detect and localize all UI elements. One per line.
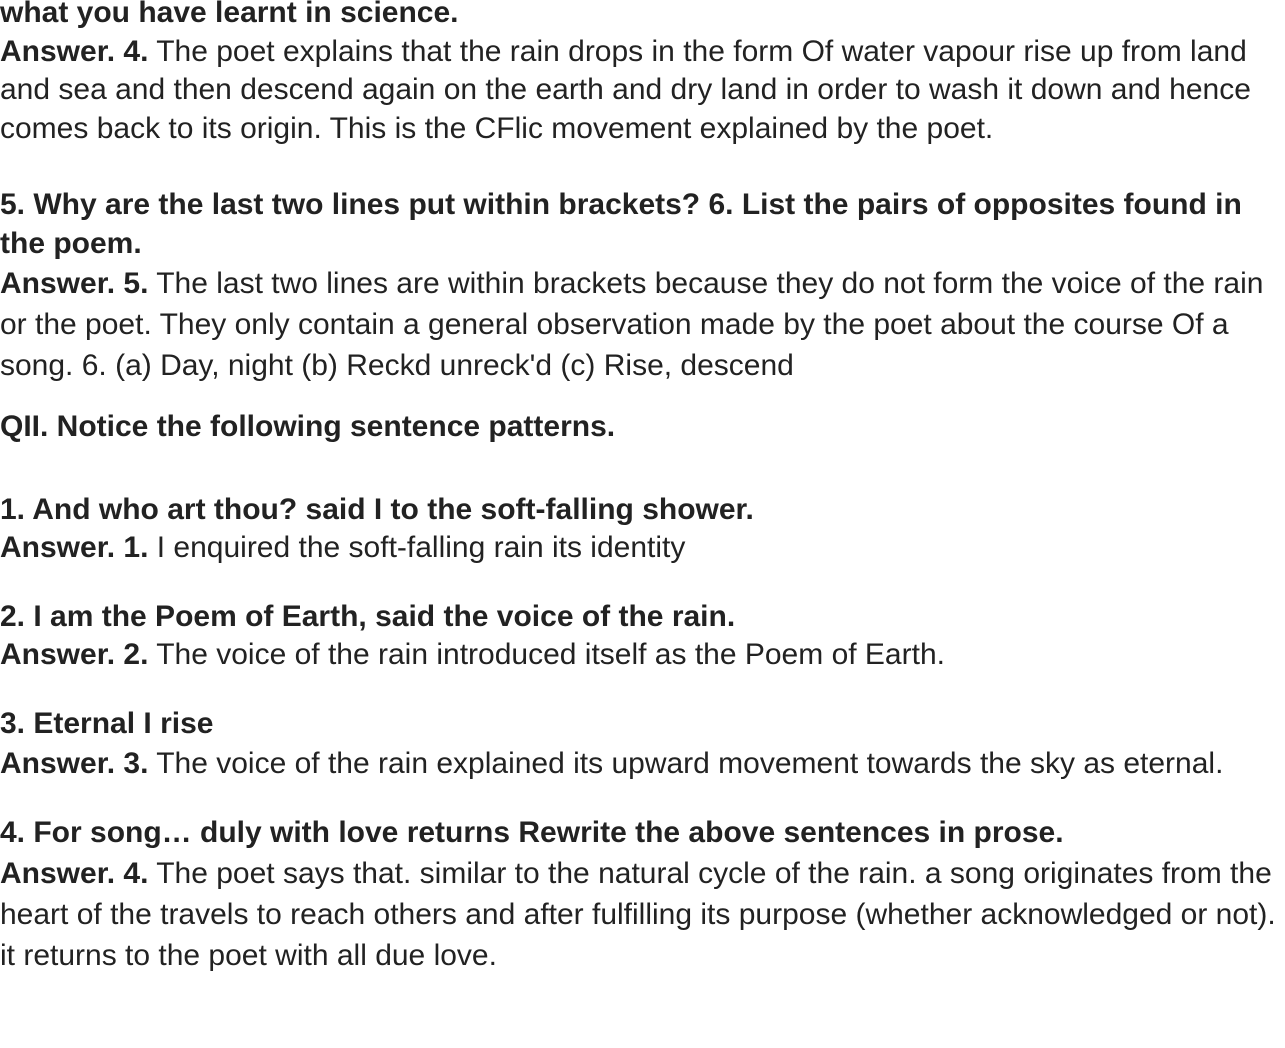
answer-paragraph xyxy=(0,743,1283,784)
answer-paragraph xyxy=(0,636,1283,675)
answer-paragraph xyxy=(0,853,1283,976)
spacer xyxy=(0,447,1283,491)
answer-paragraph xyxy=(0,33,1283,149)
answer-text: I enquired the soft-falling rain its identity xyxy=(148,531,686,564)
question-heading: 4. For song… duly with love returns Rewrite the above sentences in prose. xyxy=(0,816,1064,849)
answer-paragraph xyxy=(0,263,1283,386)
question-heading: what you have learnt in science. xyxy=(0,0,459,29)
spacer xyxy=(0,675,1283,705)
question-heading: 1. And who art thou? said I to the soft-falling shower. xyxy=(0,492,754,526)
answer-text: The voice of the rain introduced itself as the Poem of Earth. xyxy=(148,638,945,671)
spacer xyxy=(0,784,1283,814)
answer-label: Answer. 4. xyxy=(0,856,149,890)
question-heading: 3. Eternal I rise xyxy=(0,706,214,740)
spacer xyxy=(0,148,1283,186)
answer-label: Answer. 3. xyxy=(0,747,149,780)
answer-paragraph xyxy=(0,529,1283,568)
answer-label: Answer. 4. xyxy=(0,34,149,68)
answer-text: The poet explains that the rain drops in the form Of water vapour rise up from land and sea and then descend again on the earth and dry land in order to wash it down and hence comes back to its origin. This is the CFlic movement explained by the poet. xyxy=(0,34,1251,145)
question-heading: 2. I am the Poem of Earth, said the voice of the rain. xyxy=(0,599,736,633)
answer-text: The voice of the rain explained its upward movement towards the sky as eternal. xyxy=(148,747,1224,780)
answer-text: The last two lines are within brackets because they do not form the voice of the rain or the poet. They only contain a general observation made by the poet about the course Of a song. 6. (a) Day, night (b) Reckd unreck'd (c) Rise, descend xyxy=(0,267,1264,382)
answer-text: The poet says that. similar to the natural cycle of the rain. a song originates from the heart of the travels to reach others and after fulfilling its purpose (whether acknowledged or not). it returns to the poet with all due love. xyxy=(0,856,1276,972)
spacer xyxy=(0,568,1283,598)
answer-label: Answer. 1. xyxy=(0,531,149,564)
question-heading: 5. Why are the last two lines put within brackets? 6. List the pairs of opposites found in the poem. xyxy=(0,188,1242,260)
spacer xyxy=(0,386,1283,408)
answer-label: Answer. 5. xyxy=(0,267,149,300)
section-heading: QII. Notice the following sentence patterns. xyxy=(0,410,616,443)
answer-label: Answer. 2. xyxy=(0,638,149,671)
